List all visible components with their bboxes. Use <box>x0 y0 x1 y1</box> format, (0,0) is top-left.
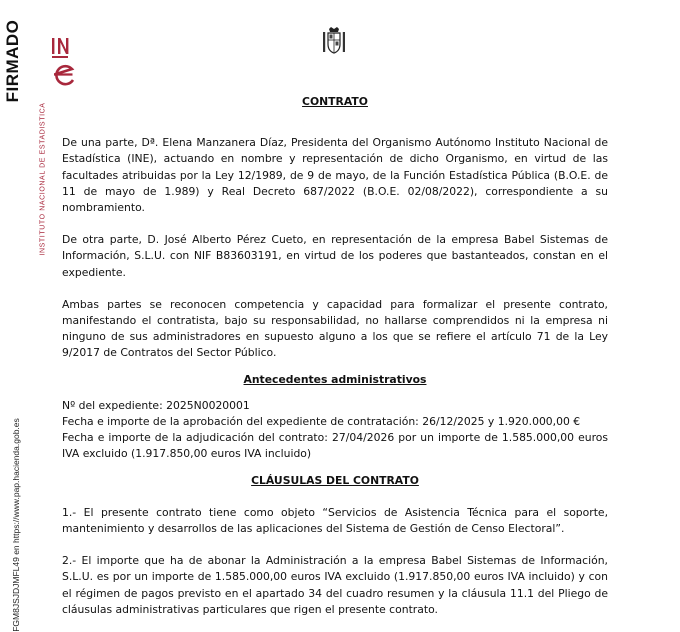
expediente-number: Nº del expediente: 2025N0020001 <box>62 398 250 412</box>
ine-logo-icon <box>48 36 78 96</box>
capacity-paragraph: Ambas partes se reconocen competencia y capacidad para formalizar el presente contrato, manifestando el contratista, bajo su responsabilidad, no hallarse comprendidos ni la empresa ni ninguno de sus administradores en supuesto alguno a los que se refiere el artículo 71 de la Ley 9/2017 de Contratos del Sector Público. <box>62 297 608 360</box>
verification-code <box>8 418 24 632</box>
contract-body <box>62 94 608 618</box>
clause-1: 1.- El presente contrato tiene como objeto “Servicios de Asistencia Técnica para el soporte, mantenimiento y desarrollos de las aplicaciones del Sistema de Gestión de Censo Electoral”. <box>62 505 608 536</box>
coat-of-arms-icon <box>320 26 348 56</box>
party-contractor-paragraph: De otra parte, D. José Alberto Pérez Cueto, en representación de la empresa Babel Sistemas de Información, S.L.U. con NIF B83603191, en virtud de los poderes que bastanteados, constan en el expediente. <box>62 233 608 279</box>
firmado-stamp <box>0 6 28 116</box>
party-ine-paragraph: De una parte, Dª. Elena Manzanera Díaz, Presidenta del Organismo Autónomo Instituto Nacional de Estadística (INE), actuando en nombre y representación de dicho Organismo, en virtud de las facultades atribuidas por la Ley 12/1989, de 9 de mayo, de la Función Estadística Pública (B.O.E. de 11 de mayo de 1.989) y Real Decreto 687/2022 (B.O.E. 02/08/2022), correspondiente a su nombramiento. <box>62 136 608 215</box>
antecedentes-heading: Antecedentes administrativos <box>243 372 427 386</box>
approval-date-amount: Fecha e importe de la aprobación del expediente de contratación: 26/12/2025 y 1.920.000,00 € <box>62 415 581 429</box>
clausulas-heading: CLÁUSULAS DEL CONTRATO <box>251 473 419 487</box>
clause-2: 2.- El importe que ha de abonar la Administración a la empresa Babel Sistemas de Información, S.L.U. es por un importe de 1.585.000,00 euros IVA excluido (1.917.850,00 euros IVA incluido) y con el régimen de pagos previsto en el apartado 34 del cuadro resumen y la cláusula 11.1 del Pliego de cláusulas administrativas particulares que rigen el presente contrato. <box>62 554 608 616</box>
ine-full-name <box>36 96 50 262</box>
award-date-amount: Fecha e importe de la adjudicación del contrato: 27/04/2026 por un importe de 1.585.000,00 euros IVA excluido (1.917.850,00 euros IVA incluido) <box>62 431 608 461</box>
contract-title: CONTRATO <box>302 95 368 108</box>
firmado-label: FIRMADO <box>3 19 22 103</box>
ine-full-name-text: INSTITUTO NACIONAL DE ESTADISTICA <box>39 102 47 256</box>
verification-text: FGM8JSJDJMFL49 en https://www.pap.hacienda.gob.es <box>11 418 21 632</box>
